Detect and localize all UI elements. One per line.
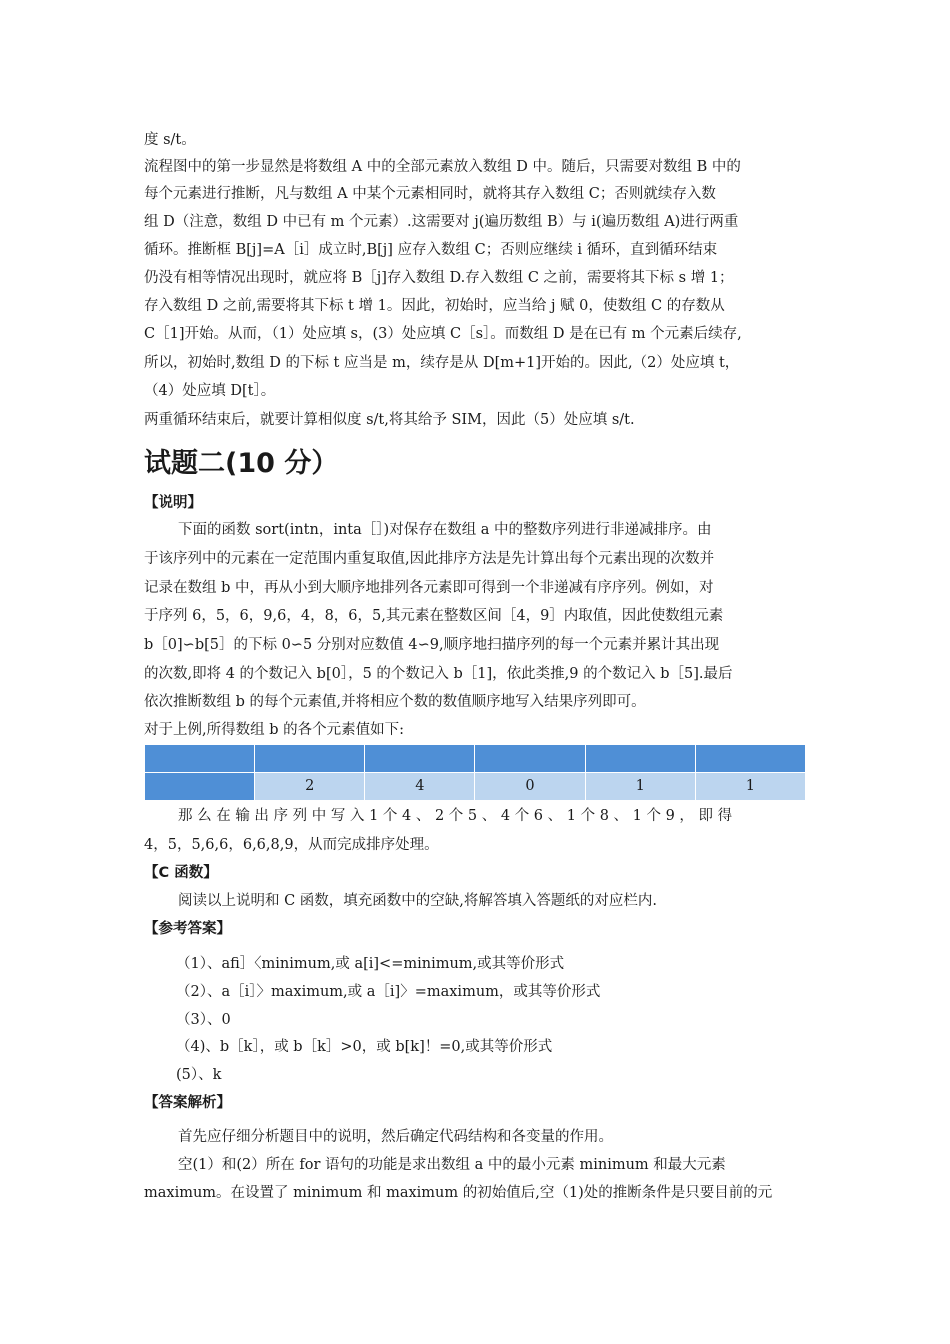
answer-item: （3）、0 (176, 1012, 231, 1028)
table-cell (365, 745, 475, 773)
text-line: 那 么 在 输 出 序 列 中 写 入 1 个 4 、 2 个 5 、 4 个 6 、 1 个 8 、 1 个 9 ， 即 得 (178, 808, 733, 824)
table-cell (475, 745, 585, 773)
text-line: 仍没有相等情况出现时，就应将 B［j]存入数组 D.存入数组 C 之前，需要将其下标 s 增 1； (144, 270, 734, 286)
answer-item: (5）、k (176, 1067, 222, 1083)
text-line: （4）处应填 D[t］。 (144, 383, 276, 399)
answer-item: （2）、a［i］〉maximum,或 a［i]〉=maximum，或其等价形式 (176, 984, 601, 1000)
text-line: 组 D（注意，数组 D 中已有 m 个元素）.这需要对 j(遍历数组 B）与 i(遍历数组 A)进行两重 (144, 214, 739, 230)
table-cell (585, 745, 695, 773)
text-line: 记录在数组 b 中，再从小到大顺序地排列各元素即可得到一个非递减有序序列。例如，对 (144, 580, 714, 596)
table-cell: 4 (365, 773, 475, 801)
table-row (145, 773, 806, 801)
text-line: 两重循环结束后，就要计算相似度 s/t,将其给予 SIM，因此（5）处应填 s/t. (144, 412, 635, 428)
text-line: 存入数组 D 之前,需要将其下标 t 增 1。因此，初始时，应当给 j 赋 0，使数组 C 的存数从 (144, 298, 725, 314)
table-cell (145, 745, 255, 773)
text-line: 于该序列中的元素在一定范围内重复取值,因此排序方法是先计算出每个元素出现的次数并 (144, 551, 715, 567)
text-line: 依次推断数组 b 的每个元素值,并将相应个数的数值顺序地写入结果序列即可。 (144, 694, 646, 710)
table-cell: 1 (695, 773, 805, 801)
text-line: 循环。推断框 B[j]=A［i］成立时,B[j] 应存入数组 C；否则应继续 i 循环，直到循环结束 (144, 242, 718, 258)
description-heading: 【说明】 (144, 495, 202, 511)
table-cell (695, 745, 805, 773)
answer-item: （1）、afi］〈minimum,或 a[i]<=minimum,或其等价形式 (176, 956, 565, 972)
text-line: maximum。在设置了 minimum 和 maximum 的初始值后,空（1)处的推断条件是只要目前的元 (144, 1185, 773, 1201)
table-header-row (145, 745, 806, 773)
table-cell: 2 (255, 773, 365, 801)
text-line: 所以，初始时,数组 D 的下标 t 应当是 m，续存是从 D[m+1]开始的。因此,（2）处应填 t， (144, 355, 740, 371)
text-line: C［1]开始。从而，（1）处应填 s，(3）处应填 C［s］。而数组 D 是在已有 m 个元素后续存, (144, 326, 742, 342)
question-title: 试题二(10 分） (144, 448, 339, 479)
c-function-heading: 【C 函数】 (144, 865, 218, 881)
text-line: 下面的函数 sort(intn，inta［］)对保存在数组 a 中的整数序列进行非递减排序。由 (178, 522, 712, 538)
array-b-table (144, 744, 806, 801)
table-cell (145, 773, 255, 801)
answer-item: （4)、b［k］，或 b［k］>0，或 b[k]！=0,或其等价形式 (176, 1039, 553, 1055)
text-line: 4，5，5,6,6，6,6,8,9，从而完成排序处理。 (144, 837, 439, 853)
text-line: 阅读以上说明和 C 函数，填充函数中的空缺,将解答填入答题纸的对应栏内. (178, 893, 658, 909)
answer-heading: 【参考答案】 (144, 921, 231, 937)
text-line: 于序列 6，5，6，9,6，4，8，6，5,其元素在整数区间［4，9］内取值，因此使数组元素 (144, 608, 724, 624)
text-line: 的次数,即将 4 的个数记入 b[0］，5 的个数记入 b［1]，依此类推,9 的个数记入 b［5].最后 (144, 666, 733, 682)
text-line: 首先应仔细分析题目中的说明，然后确定代码结构和各变量的作用。 (178, 1129, 613, 1145)
text-line: 空(1）和(2）所在 for 语句的功能是求出数组 a 中的最小元素 minimum 和最大元素 (178, 1157, 726, 1173)
text-line: 每个元素进行推断，凡与数组 A 中某个元素相同时，就将其存入数组 C；否则就续存入数 (144, 186, 716, 202)
table-cell: 0 (475, 773, 585, 801)
text-line: 度 s/t。 (144, 132, 196, 148)
analysis-heading: 【答案解析】 (144, 1095, 231, 1111)
text-line: 流程图中的第一步显然是将数组 A 中的全部元素放入数组 D 中。随后，只需要对数组 B 中的 (144, 159, 741, 175)
text-line: 对于上例,所得数组 b 的各个元素值如下: (144, 722, 404, 738)
text-line: b［0]∽b[5］的下标 0∽5 分别对应数值 4∽9,顺序地扫描序列的每一个元素并累计其出现 (144, 637, 720, 653)
table-cell (255, 745, 365, 773)
table-cell: 1 (585, 773, 695, 801)
